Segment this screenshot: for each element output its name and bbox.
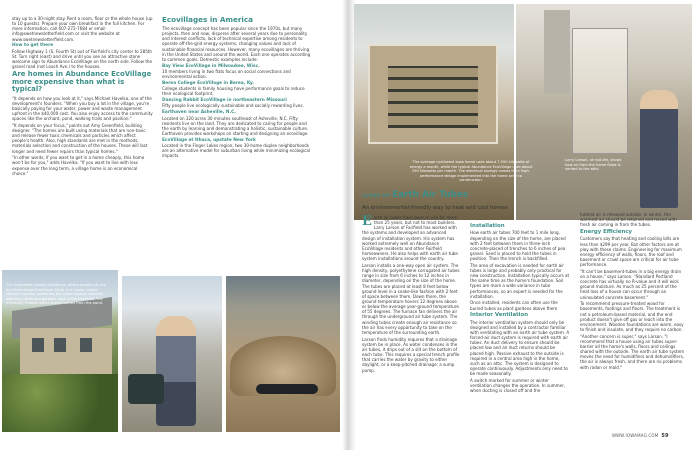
entry-heading: Berea College EcoVillage in Berea, Ky.: [162, 80, 254, 86]
entry-heading: Earthaven near Asheville, N.C.: [162, 110, 236, 116]
expense-heading: Are homes in Abundance EcoVillage more expensive than what is typical?: [12, 70, 152, 94]
entry-text: College students in family housing have performance goals to reduce their ecological footprint.: [162, 86, 305, 97]
trench-photo: [226, 276, 340, 432]
paragraph: Larson finds humidity requires that a drainage system be in place. As water condenses in the air tubes, it drips out of a slit on the bottom of each tube. This requires a special trench profile that carries the water by gravity to either daylight, or a keep-pitched drainage; a sump pump.: [362, 336, 460, 373]
article-header: [362, 190, 469, 200]
folio-site: WWW.IOWAMAG.COM: [612, 433, 659, 438]
article-column-2: [470, 222, 570, 395]
page-number: 59: [661, 433, 669, 439]
article-column-1: [362, 215, 460, 374]
paragraph: Larson installs a one-way open air system. The high density, polyethylene corrugated air tubes range in size from 6 inches to 12 inches in diameter, depending on the size of the home. The tubes are placed at least 8 feet below ground level in a snake-like fashion with 2 feet of space between them. Down there, the ground temperature hovers 12 degrees above or below the average year-ground temperature of 55 degrees. The furnace fan delivers the air through the underground air tube system. The winding tubes create enough air resistance so the air has every opportunity to take on the temperature of the surrounding earth.: [362, 262, 460, 335]
house-photo-caption: The Greenfield-Lansky Residence, where guests can try out Abundance EcoVillage living, is a house, where Michael Havelka points out the water system used for watering yards and gardens, and in the trenches. The minimally treated water supply comes from the pond.: [6, 283, 106, 305]
drop-cap: E: [362, 214, 372, 229]
paragraph: A switch marked for summer or winter ventilation changes the operation. In summer, when ducting is closed off and the: [470, 377, 566, 394]
entry-text: Located in the Finger Lakes region, two 30-home duplex neighborhoods are an alternative model for suburban living while minimizing ecological impacts.: [162, 143, 311, 159]
entry-heading: Dancing Rabbit EcoVillage in northeastern Missouri: [162, 98, 287, 104]
left-column-1: [12, 16, 154, 177]
paragraph: How earth air tubes 700 feet to 1 mile long, depending on the size of the home, are placed with 2 feet between them in three-inch concrete-placed of trenches to 6 inches of pea gravel. Sand is placed to hold the tubes in position. Then the trench is backfilled.: [470, 230, 566, 262]
paragraph: "It depends on your focus," points out Amy Greenfield, building designer. "The homes are built using materials that are non-toxic and release fewer toxic chemicals and particles which affect people's health. Also, high standards are met in the methods, materials selection and construction of the houses. These will last longer and need fewer repairs than typical homes.": [12, 122, 148, 154]
page-folio: [612, 433, 669, 439]
energy-efficiency-heading: Energy Efficiency: [580, 228, 633, 235]
paragraph: To recommend pressure-treated wood for basements, footings and floors. The treatment is not a petroleum-based material, and the end product doesn't give off gas or leach into the environment. Wooden foundations are warm, easy to finish and insulate, and they require no carbon.: [580, 301, 684, 333]
installation-heading: Installation: [470, 223, 505, 229]
man-with-pipe-photo: [122, 276, 222, 432]
entry-text: Fifty people live ecologically sustainable and socially rewarding lives.: [162, 103, 304, 109]
paragraph: hottest air is released outside. In winter, the warmest air should be retained and mixed with fresh air coming in from the tubes.: [580, 212, 677, 228]
paragraph: Customers say that heating and cooling bills are less than $299 per year. But other factors are at play with these claims. Engineering for maximum energy efficiency of walls, floors, the roof and basement or crawl space are critical for air tube performance.: [580, 236, 682, 268]
how-to-get-there-heading: How to get there: [12, 43, 54, 49]
article-deck: An environmental-friendly way to heat and cool homes: [362, 205, 508, 211]
paragraph: "In other words, if you want to get in a home cheaply, this home won't be for you," adds Havelka. "If you want to live with less expense over the long term, a village home is an economical choice.": [12, 155, 145, 176]
paragraph: The ecovillage concept has been popular since the 1970s, but many projects, then and now, disperse after several years due to personality and interest conflicts, lack of technical expertise among residents to operate off-the-grid energy systems, changing values and lack of sustainable financial resources. However, many ecovillages are thriving in the United States and around the world. Each one operates according to common goals. Domestic examples include:: [162, 26, 311, 62]
lead-text: arth air tubes have been in use for more than 25 years, but not to most builders. Larry Larson of Fairfield has worked with the systems and developed an advanced design of installation system. His system has worked extremely well on Abundance EcoVillage residents and other Fairfield homeowners. He also helps with earth air tube system installations around the country.: [362, 215, 458, 262]
entry-heading: EcoVillage at Ithaca, upstate New York: [162, 137, 256, 143]
paragraph: The area of excavation is needed for earth air tubes is large and probably only practical for new construction. Installation typically occurs at the same time as the home's foundation. Soil types are more a wide variance in tube performances, so an expert is needed for the installation.: [470, 262, 570, 299]
entry-text: 10 members living in two flats focus on social connections and environmental action.: [162, 69, 291, 80]
ventilation-unit-photo: [516, 4, 692, 220]
paragraph: "It can't be basement-tubes in a big energy drain on a house," says Larson. "Standard Portland concrete has virtually no R-value and it will wick ground moisture. As much as 25 percent of the heat loss of a house can occur through an uninsulated concrete basement.": [580, 268, 682, 300]
paragraph: Once installed, residents can often use the buried tubes as plant gardens above them.: [470, 300, 559, 311]
entry-heading: Bay View EcoVillage in Milwaukee, Wisc.: [162, 63, 260, 69]
article-column-3: [580, 212, 686, 371]
ecovillages-heading: Ecovillages in America: [162, 15, 253, 24]
interior-ventilation-heading: Interior Ventilation: [470, 312, 529, 319]
paragraph: "Another concern is super," says Larson. "I recommend that a house using air tubes super-barrier all the home's walls, floors and ceilings shared with the outside. The earth air tube system moves the need for humidifiers and dehumidifiers, the air is always fresh, and there are no problems with radon or mold.": [580, 333, 685, 370]
lead-paragraph: [362, 215, 460, 261]
energy-photo-caption: The average northwest Iowa home uses about 7,500 kilowatts of energy a month, while the typical Abundance EcoVillage uses about 250 kilowatts per month. The electrical savings comes from high-performance design implemented into the home prior to construction.: [409, 160, 533, 182]
earth-tubes-construction-photo: [354, 4, 514, 220]
larson-photo-caption: Larry Larson, at mid-life, shows how air from the home flows is vented to the attic.: [565, 158, 622, 171]
entry-text: Located on 320 acres 30 minutes southeast of Asheville, N.C. Fifty residents live on the land. They are dedicated to caring for people and the earth by learning and demonstrating a holistic, sustainable culture. Earthaven provides workshops on starting and designing an ecovillage.: [162, 115, 309, 136]
article-title: Earth Air Tubes: [392, 190, 469, 200]
article-kicker: CLOSE-UP: [362, 194, 390, 199]
left-column-2: [162, 16, 312, 160]
paragraph: The interior ventilation system should only be designed and installed by a contractor familiar with ventilating with an earth air tube system. A forced-air duct system is required with earth air tubes. An duct delivery to ensure should be placed low and air duct returns should be placed high. Passive exhaust to the outside is required in a central area high in the home, such as an attic. The system is designed to operate continuously. Adjustments only need to be made seasonally.: [470, 319, 570, 377]
intro-text: stay up to a 30-night stay. Rent a room, floor or the whole house (up to 10 guests). Prepare your own breakfast in the full kitchen. For more information, call 607-272-7684 or email info@swetnewsletterfield.com or visit the website at www.swetnewsletterfield.com.: [12, 16, 153, 42]
paragraph: "It depends on how you look at it," says Michael Havelka, one of the development's founders. "When you buy a lot in the village, you're basically paying for your water, power and waste management upfront in the $40,000 cost. You also enjoy access to the community spaces like the orchard, pond, walking trails and pavilion.": [12, 95, 153, 122]
how-to-get-there-text: Follow Highway 1 (S. Fourth St) out of Fairfield's city center to 285th St. Turn right (east) and drive until you see an attractive stone welcome sign to Abundance EcoVillage on the north side. Follow the gravel road (not Leach Ave.) to the houses.: [12, 48, 153, 70]
